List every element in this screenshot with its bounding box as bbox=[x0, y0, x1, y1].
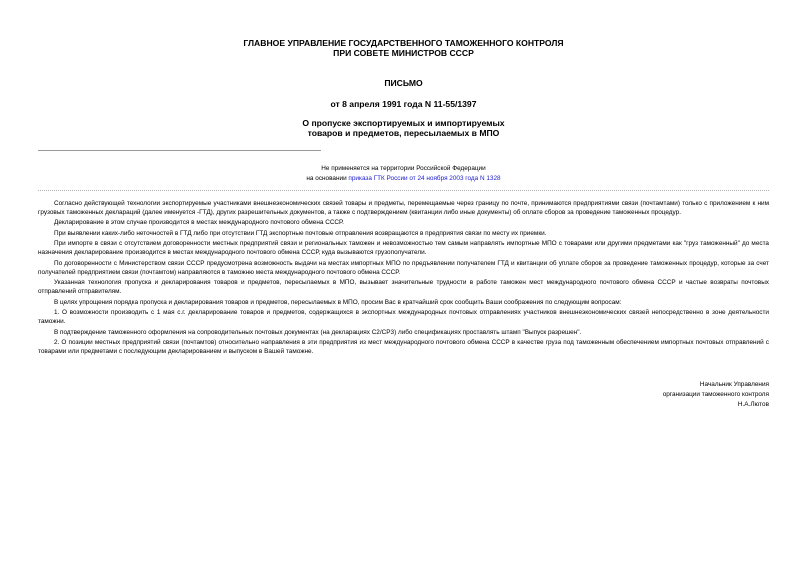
signatory-name: Н.А.Лютов bbox=[737, 401, 769, 408]
issuer-line-2: ПРИ СОВЕТЕ МИНИСТРОВ СССР bbox=[333, 48, 474, 58]
paragraph: В подтверждение таможенного оформления на сопроводительных почтовых документах (на декларациях С2/СР3) либо спецификациях проставлять штамп "Выпуск разрешен". bbox=[54, 328, 582, 336]
paragraph: По договоренности с Министерством связи СССР предусмотрена возможность выдачи на местах импортных МПО по предъявлении получателем ГТД и квитанции об уплате сборов за проведение таможенных процедур, которые за счет получателей предприятием связи (почтамтом) направляются в таможню места международного почтового обмена СССР. bbox=[38, 259, 769, 276]
status-notice-prefix: на основании bbox=[306, 175, 349, 182]
notice-divider bbox=[38, 190, 769, 191]
document-subject bbox=[0, 118, 807, 138]
signatory-position-line-1: Начальник Управления bbox=[699, 381, 769, 388]
signature-block bbox=[663, 380, 769, 410]
paragraph: 2. О позиции местных предприятий связи (почтамтов) относительно направления в эти предприятия из мест международного почтового обмена СССР в качестве груза под таможенным обеспечением импортных почтовых отправлений с товарами или предметами с последующим декларированием и выпуском в Вашей таможне. bbox=[38, 338, 769, 356]
issuer-line-1: ГЛАВНОЕ УПРАВЛЕНИЕ ГОСУДАРСТВЕННОГО ТАМОЖЕННОГО КОНТРОЛЯ bbox=[243, 38, 564, 48]
status-notice-line-1: Не применяется на территории Российской Федерации bbox=[321, 165, 486, 172]
paragraph: 1. О возможности производить с 1 мая с.г. декларирование товаров и предметов, содержащихся в экспортных международных почтовых отправлениях участников внешнеэкономических связей непосредственно в зоне деятельности таможни. bbox=[38, 309, 769, 326]
paragraph: При импорте в связи с отсутствием договоренности местных предприятий связи и региональных таможен и невозможностью тем самым направлять импортные МПО с товарами или другими предметами как "груз таможенный" до места назначения декларирование производится в местах международного почтового обмена СССР, куда вызываются грузополучатели. bbox=[38, 240, 769, 257]
issuer-block bbox=[0, 38, 807, 58]
document-type: ПИСЬМО bbox=[384, 78, 423, 88]
paragraph: Декларирование в этом случае производится в местах международного почтового обмена СССР. bbox=[54, 219, 344, 227]
order-link[interactable]: приказа ГТК России от 24 ноября 2003 года N 1328 bbox=[348, 175, 501, 182]
letter-body bbox=[38, 199, 769, 357]
paragraph: Указанная технология пропуска и декларирования товаров и предметов, пересылаемых в МПО, вызывает значительные трудности в работе таможен мест международного почтового обмена СССР и частые возвраты почтовых отправлений отправителям. bbox=[38, 279, 769, 296]
subject-line-2: товаров и предметов, пересылаемых в МПО bbox=[307, 128, 500, 138]
header-divider bbox=[38, 150, 321, 151]
paragraph: Согласно действующей технологии экспортируемые участниками внешнеэкономических связей товары и предметы, перемещаемые через границу по почте, принимаются предприятиями связи (почтамтами) только с приложением к ним грузовых таможенных деклараций (далее именуется -ГТД), других разрешительных документов, а также с подтверждением (квитанции либо иные документы) об оплате сборов за проведение таможенных процедур. bbox=[38, 200, 769, 217]
document-date-number: от 8 апреля 1991 года N 11-55/1397 bbox=[330, 99, 477, 109]
signatory-position-line-2: организации таможенного контроля bbox=[662, 391, 769, 398]
paragraph: В целях упрощения порядка пропуска и декларирования товаров и предметов, пересылаемых в МПО, просим Вас в кратчайший срок сообщить Ваши соображения по следующим вопросам: bbox=[54, 298, 622, 306]
paragraph: При выявлении каких-либо неточностей в ГТД либо при отсутствии ГТД экспортные почтовые отправления возвращаются в предприятия связи по месту их приемки. bbox=[54, 229, 547, 237]
status-notice-line-2 bbox=[0, 174, 807, 184]
subject-line-1: О пропуске экспортируемых и импортируемых bbox=[302, 118, 505, 128]
